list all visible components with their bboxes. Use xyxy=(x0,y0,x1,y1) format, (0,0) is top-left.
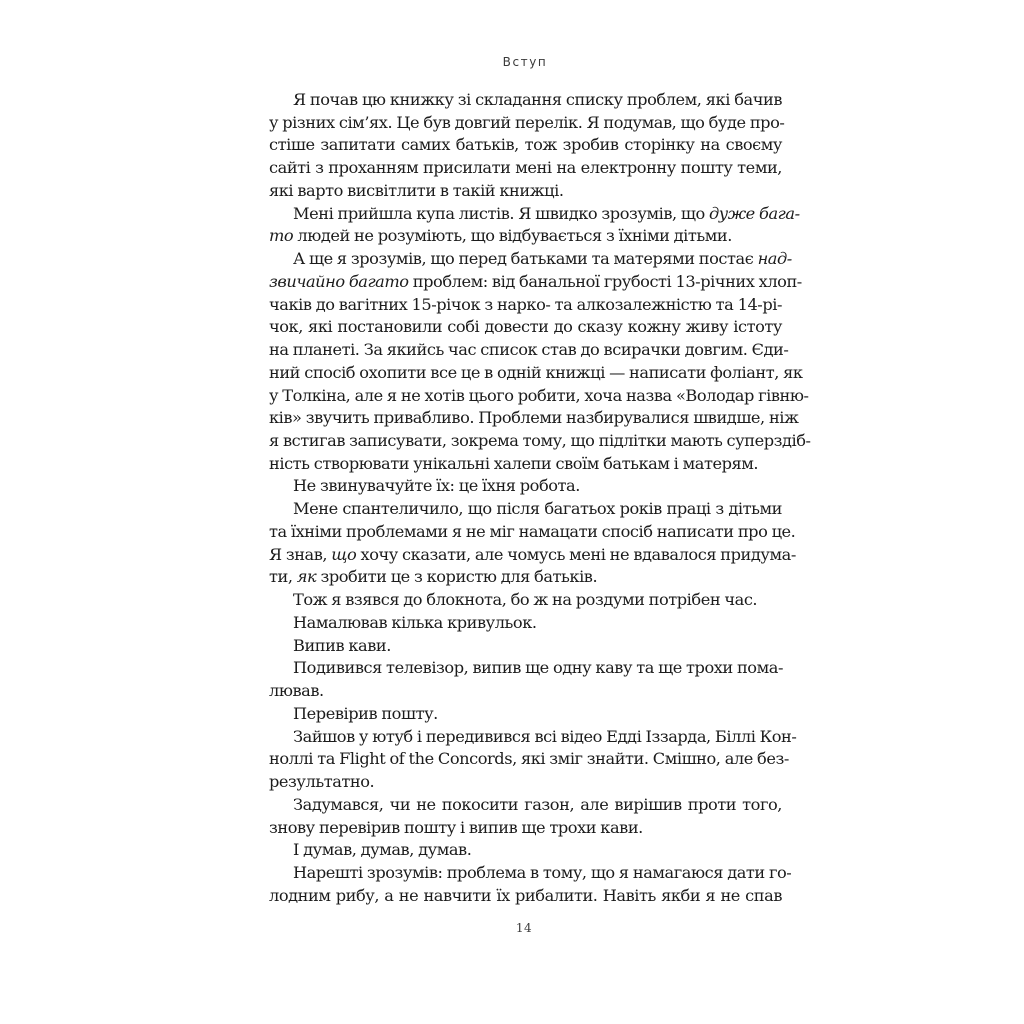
running-head: Вступ xyxy=(502,55,548,69)
text-line: результатно. xyxy=(269,772,375,792)
text-line: І думав, думав, думав. xyxy=(293,840,472,860)
text-line: звичайно багато проблем: від банальної грубості 13-річних хлоп- xyxy=(269,271,802,291)
text-line: у Толкіна, але я не хотів цього робити, хоча назва «Володар гівню- xyxy=(269,385,809,405)
text-line: Не звинувачуйте їх: це їхня робота. xyxy=(293,476,580,496)
text-line: лював. xyxy=(269,681,324,701)
text-line: Задумався, чи не покосити газон, але вирішив проти того, xyxy=(293,794,782,814)
text-line: Перевірив пошту. xyxy=(293,703,438,723)
text-line: Випив кави. xyxy=(293,635,391,655)
text-line: ти, як зробити це з користю для батьків. xyxy=(269,567,598,587)
text-line: які варто висвітлити в такій книжці. xyxy=(269,180,564,200)
body-text xyxy=(269,89,811,907)
text-line: Намалював кілька кривульок. xyxy=(293,612,537,632)
text-line: на планеті. За якийсь час список став до всирачки довгим. Єди- xyxy=(269,340,789,360)
text-line: Мені прийшла купа листів. Я швидко зрозумів, що дуже бага- xyxy=(293,203,800,223)
text-line: я встигав записувати, зокрема тому, що підлітки мають суперздіб- xyxy=(269,431,811,451)
text-line: ноллі та Flight of the Concords, які зміг знайти. Смішно, але без- xyxy=(269,749,789,769)
text-line: стіше запитати самих батьків, тож зробив сторінку на своєму xyxy=(269,135,782,155)
text-line: А ще я зрозумів, що перед батьками та матерями постає над- xyxy=(293,249,792,269)
text-line: Зайшов у ютуб і передивився всі відео Едді Іззарда, Біллі Кон- xyxy=(293,726,797,746)
text-line: Я почав цю книжку зі складання списку проблем, які бачив xyxy=(293,90,782,109)
text-line: Нарешті зрозумів: проблема в тому, що я намагаюся дати го- xyxy=(293,862,792,882)
text-line: знову перевірив пошту і випив ще трохи кави. xyxy=(269,817,643,837)
page-number: 14 xyxy=(515,921,533,935)
text-line: чок, які постановили собі довести до сказу кожну живу істоту xyxy=(269,317,782,337)
text-line: то людей не розуміють, що відбувається з їхніми дітьми. xyxy=(269,226,732,246)
text-line: Я знав, що хочу сказати, але чомусь мені не вдавалося придума- xyxy=(269,544,796,564)
text-line: Мене спантеличило, що після багатьох років праці з дітьми xyxy=(293,499,782,519)
text-line: та їхніми проблемами я не міг намацати спосіб написати про це. xyxy=(269,521,796,541)
text-line: Тож я взявся до блокнота, бо ж на роздуми потрібен час. xyxy=(293,590,758,610)
text-line: ків» звучить привабливо. Проблеми назбирувалися швидше, ніж xyxy=(269,408,799,428)
text-line: чаків до вагітних 15-річок з нарко- та алкозалежністю та 14-рі- xyxy=(269,294,782,314)
text-line: ність створювати унікальні халепи своїм батькам і матерям. xyxy=(269,453,759,473)
text-line: ний спосіб охопити все це в одній книжці — написати фоліант, як xyxy=(269,362,803,382)
text-line: у різних сім’ях. Це був довгий перелік. Я подумав, що буде про- xyxy=(269,112,785,132)
text-line: лодним рибу, а не навчити їх рибалити. Навіть якби я не спав xyxy=(269,885,782,905)
text-line: сайті з проханням присилати мені на електронну пошту теми, xyxy=(269,158,782,178)
text-line: Подивився телевізор, випив ще одну каву та ще трохи пома- xyxy=(293,658,783,678)
